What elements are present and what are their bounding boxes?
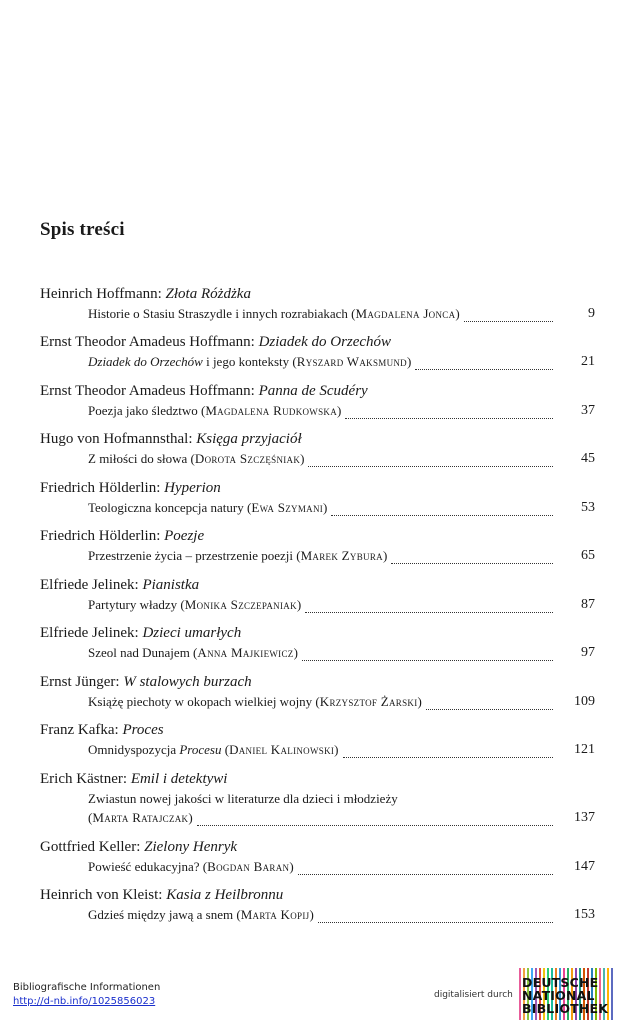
entry-author: Erich Kästner: <box>40 771 131 787</box>
page-number: 87 <box>581 597 595 612</box>
entry-work: Kasia z Heilbronnu <box>166 887 284 903</box>
biblio-link[interactable]: http://d-nb.info/1025856023 <box>13 996 156 1007</box>
entry-author: Elfriede Jelinek: <box>40 625 143 641</box>
entry-author: Heinrich Hoffmann: <box>40 286 166 302</box>
entry-work: Złota Różdżka <box>165 286 251 302</box>
leader-dots <box>197 812 553 826</box>
entry-title: (Marta Ratajczak) <box>88 810 193 825</box>
entry-heading <box>40 285 595 303</box>
leader-dots <box>305 599 553 613</box>
entry-heading <box>40 479 595 497</box>
entry-line <box>88 402 595 419</box>
entry-heading <box>40 624 595 642</box>
entry-line <box>88 499 595 516</box>
entry-contributor: Magdalena Rudkowska <box>205 403 337 418</box>
entry-contributor: Ewa Szymani <box>251 500 324 515</box>
entry-work: Poezje <box>164 528 205 544</box>
entry-contributor: Ryszard Waksmund <box>296 354 407 369</box>
entry-work: Zielony Henryk <box>144 839 238 855</box>
entry-contributor: Bogdan Baran <box>207 859 290 874</box>
digitized-by-label: digitalisiert durch <box>434 990 513 1000</box>
page-number: 37 <box>581 403 595 418</box>
entry-work: Dzieci umarłych <box>142 625 242 641</box>
toc-entry <box>40 382 595 419</box>
entry-heading <box>40 382 595 400</box>
entry-title-line1: Zwiastun nowej jakości w literaturze dla dzieci i młodzieży <box>88 791 398 806</box>
entry-line <box>88 450 595 467</box>
entry-line <box>88 858 595 875</box>
entry-heading <box>40 838 595 856</box>
toc-entry <box>40 624 595 661</box>
leader-dots <box>345 405 553 419</box>
entry-contributor: Magdalena Jonca <box>355 306 456 321</box>
entry-contributor: Anna Majkiewicz <box>197 645 294 660</box>
entry-contributor: Dorota Szczęśniak <box>194 451 301 466</box>
entry-contributor: Marta Kopij <box>240 907 310 922</box>
entry-work: Hyperion <box>164 480 221 496</box>
entry-author: Elfriede Jelinek: <box>40 577 143 593</box>
page-number: 21 <box>581 354 595 369</box>
toc-entry <box>40 430 595 467</box>
entry-title: Przestrzenie życia – przestrzenie poezji (Marek Zybura) <box>88 548 388 563</box>
entry-title: Historie o Stasiu Straszydle i innych rozrabiakach (Magdalena Jonca) <box>88 306 460 321</box>
entry-title: Teologiczna koncepcja natury (Ewa Szymani) <box>88 500 328 515</box>
entry-heading <box>40 673 595 691</box>
entry-title: Książę piechoty w okopach wielkiej wojny (Krzysztof Żarski) <box>88 694 422 709</box>
page-number: 153 <box>574 907 595 922</box>
entry-contributor: Monika Szczepaniak <box>184 597 297 612</box>
dnb-logo <box>519 968 615 1020</box>
entry-title: Gdzieś między jawą a snem (Marta Kopij) <box>88 907 314 922</box>
entry-title: Poezja jako śledztwo (Magdalena Rudkowska) <box>88 403 342 418</box>
page-number: 97 <box>581 645 595 660</box>
entry-author: Friedrich Hölderlin: <box>40 528 165 544</box>
toc-entry <box>40 721 595 758</box>
toc-entry <box>40 770 595 826</box>
entry-line <box>88 906 595 923</box>
toc-entry <box>40 576 595 613</box>
entry-work: Emil i detektywi <box>130 771 228 787</box>
page-number: 65 <box>581 548 595 563</box>
entry-heading <box>40 576 595 594</box>
entry-author: Ernst Theodor Amadeus Hoffmann: <box>40 383 259 399</box>
entry-title: Partytury władzy (Monika Szczepaniak) <box>88 597 302 612</box>
page-number: 121 <box>574 742 595 757</box>
toc-entry <box>40 479 595 516</box>
leader-dots <box>308 453 553 467</box>
entry-author: Heinrich von Kleist: <box>40 887 167 903</box>
entry-heading <box>40 770 595 788</box>
entry-line <box>88 596 595 613</box>
page-number: 109 <box>574 694 595 709</box>
page-number: 53 <box>581 500 595 515</box>
entry-title: Z miłości do słowa (Dorota Szczęśniak) <box>88 451 305 466</box>
entry-author: Ernst Theodor Amadeus Hoffmann: <box>40 334 259 350</box>
entry-line <box>88 305 595 322</box>
toc-entry <box>40 838 595 875</box>
entry-heading <box>40 333 595 351</box>
leader-dots <box>464 308 553 322</box>
entry-contributor: Krzysztof Żarski <box>319 694 418 709</box>
entry-author: Hugo von Hofmannsthal: <box>40 431 197 447</box>
logo-text: DEUTSCHE NATIONAL BIBLIOTHEK <box>522 975 609 1016</box>
entry-work: Dziadek do Orzechów <box>258 334 392 350</box>
entry-heading <box>40 527 595 545</box>
entry-author: Gottfried Keller: <box>40 839 145 855</box>
entry-line <box>88 547 595 564</box>
leader-dots <box>331 502 553 516</box>
toc-entry <box>40 673 595 710</box>
leader-dots <box>298 861 553 875</box>
entry-line <box>88 741 595 758</box>
toc-entry <box>40 886 595 923</box>
toc-entry <box>40 333 595 370</box>
entry-line <box>88 693 595 710</box>
entry-title: Powieść edukacyjna? (Bogdan Baran) <box>88 859 294 874</box>
page-number: 137 <box>574 810 595 825</box>
entry-work: Proces <box>122 722 164 738</box>
leader-dots <box>415 356 553 370</box>
entry-title: Dziadek do Orzechów i jego konteksty (Ryszard Waksmund) <box>88 354 412 369</box>
entry-line <box>88 353 595 370</box>
entry-work: W stalowych burzach <box>123 674 252 690</box>
toc-entry <box>40 527 595 564</box>
page-title: Spis treści <box>40 219 125 240</box>
biblio-info <box>13 981 160 1009</box>
entry-author: Franz Kafka: <box>40 722 123 738</box>
entry-line <box>88 644 595 661</box>
entry-line <box>88 809 595 826</box>
leader-dots <box>343 744 553 758</box>
entry-author: Ernst Jünger: <box>40 674 124 690</box>
entry-author: Friedrich Hölderlin: <box>40 480 165 496</box>
page-number: 9 <box>588 306 595 321</box>
leader-dots <box>391 550 553 564</box>
entry-work: Panna de Scudéry <box>258 383 368 399</box>
entry-work: Księga przyjaciół <box>196 431 302 447</box>
entry-contributor: Marta Ratajczak <box>92 810 189 825</box>
biblio-label: Bibliografische Informationen <box>13 982 161 993</box>
entry-heading <box>40 430 595 448</box>
entry-title: Szeol nad Dunajem (Anna Majkiewicz) <box>88 645 298 660</box>
entry-contributor: Marek Zybura <box>300 548 383 563</box>
entry-contributor: Daniel Kalinowski <box>229 742 335 757</box>
leader-dots <box>318 909 553 923</box>
page-number: 147 <box>574 859 595 874</box>
entry-heading <box>40 721 595 739</box>
entry-title: Omnidyspozycja Procesu (Daniel Kalinowski) <box>88 742 339 757</box>
leader-dots <box>426 696 553 710</box>
entry-work: Pianistka <box>142 577 200 593</box>
entry-heading <box>40 886 595 904</box>
toc-entry <box>40 285 595 322</box>
page-number: 45 <box>581 451 595 466</box>
leader-dots <box>302 647 553 661</box>
